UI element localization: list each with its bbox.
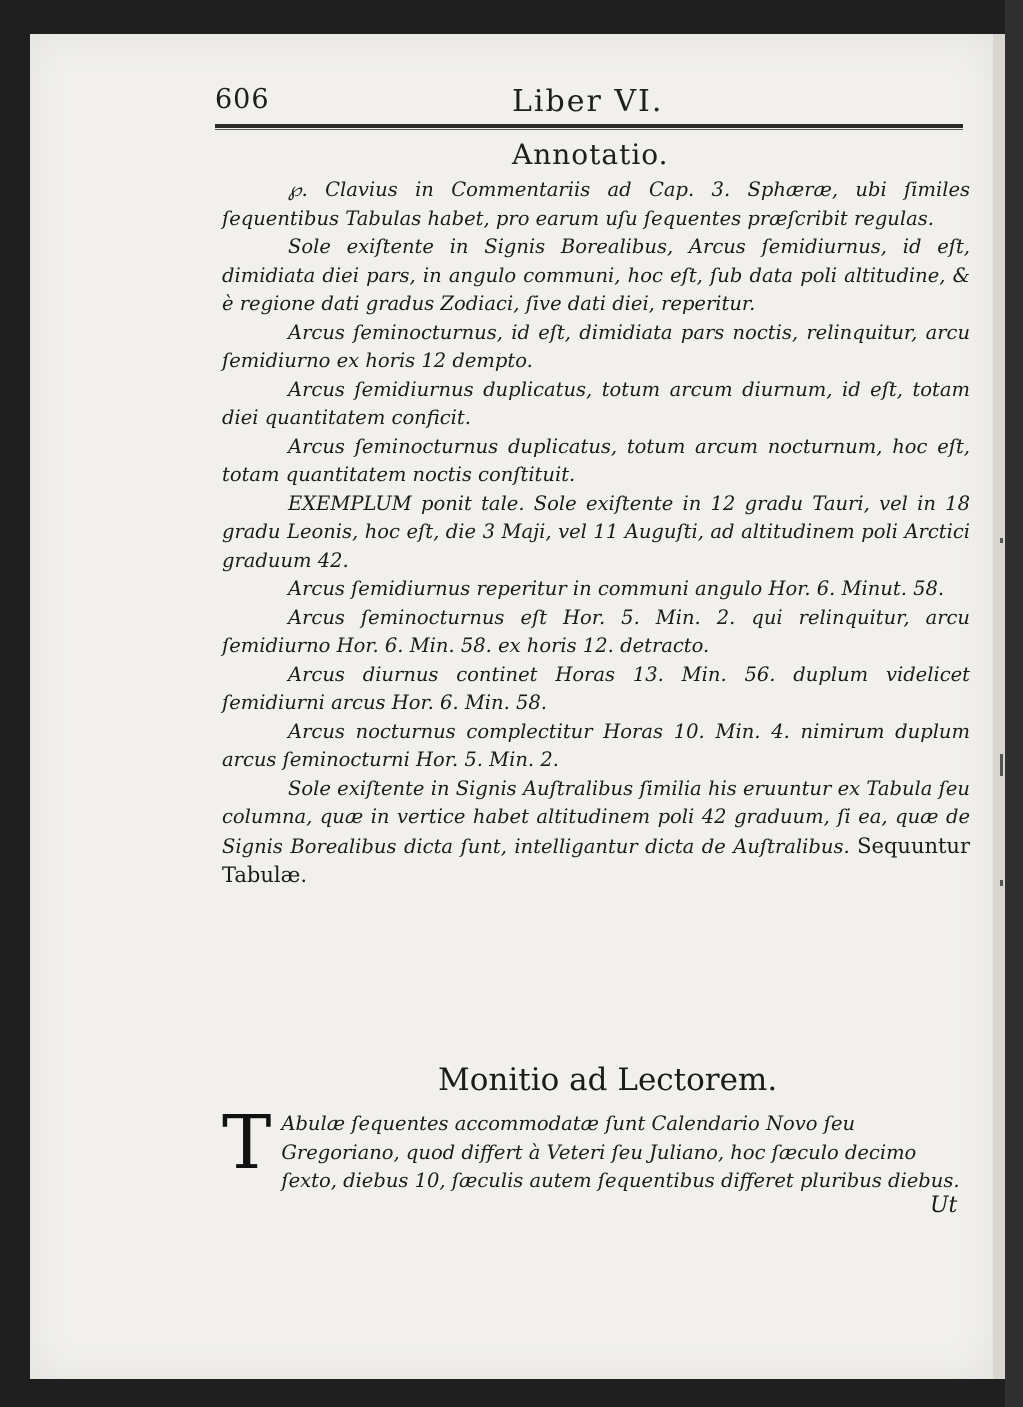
paragraph: EXEMPLUM ponit tale. Sole exiſtente in 12 gradu Tauri, vel in 18 gradu Leonis, hoc eſt, die 3 Maji, vel 11 Auguſti, ad altitudinem poli Arctici graduum 42. — [222, 491, 970, 572]
paragraph: Arcus ſeminocturnus, id eſt, dimidiata pars noctis, relinquitur, arcu ſemidiurno ex horis 12 dempto. — [222, 320, 970, 372]
paragraph: Arcus ſemidiurnus reperitur in communi angulo Hor. 6. Minut. 58. — [288, 577, 945, 600]
monitio-text: Abulæ ſequentes accommodatæ ſunt Calendario Novo ſeu Gregoriano, quod differt à Veteri ſeu Juliano, hoc ſæculo decimo ſexto, diebus 10, ſæculis autem ſequentibus differet pluribus diebus. — [281, 1112, 960, 1192]
paragraph: Arcus ſeminocturnus eſt Hor. 5. Min. 2. qui relinquitur, arcu ſemidiurno Hor. 6. Min. 58. ex horis 12. detracto. — [222, 605, 970, 657]
monitio-title: Monitio ad Lectorem. — [438, 1062, 778, 1098]
paragraph: Sole exiſtente in Signis Borealibus, Arcus ſemidiurnus, id eſt, dimidiata diei pars, in angulo communi, hoc eſt, ſub data poli altitudine, & è regione dati gradus Zodiaci, ſive dati diei, reperitur. — [222, 235, 970, 315]
paragraph-text: Sole exiſtente in Signis Auſtralibus ſimilia his eruuntur ex Tabula ſeu columna, quæ in vertice habet altitudinem poli 42 graduum, ſi ea, quæ de Signis Borealibus dicta ſunt, intelligantur dicta de Auſtralibus. — [222, 776, 970, 858]
closing-line: Sequuntur Tabulæ. — [222, 833, 970, 887]
monitio-body — [222, 1100, 970, 1196]
scan-border — [1005, 0, 1023, 1407]
page-number: 606 — [215, 84, 270, 115]
margin-mark — [1000, 880, 1003, 886]
paragraph: Arcus ſemidiurnus duplicatus, totum arcum diurnum, id eſt, totam diei quantitatem conficit. — [222, 377, 970, 429]
header-rule — [215, 124, 963, 128]
page-edge — [993, 34, 1005, 1379]
drop-cap: T — [222, 1100, 272, 1186]
paragraph: Arcus diurnus continet Horas 13. Min. 56. duplum videlicet ſemidiurni arcus Hor. 6. Min. 58. — [222, 662, 970, 714]
page-header — [215, 84, 960, 124]
annotatio-body — [222, 176, 970, 891]
running-head: Liber VI. — [512, 84, 664, 119]
paragraph: Arcus ſeminocturnus duplicatus, totum arcum nocturnum, hoc eſt, totam quantitatem noctis conſtituit. — [222, 434, 970, 486]
catchword: Ut — [930, 1193, 958, 1218]
paragraph: ℘. Clavius in Commentariis ad Cap. 3. Sphæræ, ubi ſimiles ſequentibus Tabulas habet, pro earum uſu ſequentes præſcribit regulas. — [222, 178, 970, 230]
margin-mark — [1000, 538, 1003, 543]
annotatio-title: Annotatio. — [512, 138, 669, 171]
header-rule-thin — [215, 129, 963, 130]
paragraph: Arcus nocturnus complectitur Horas 10. Min. 4. nimirum duplum arcus ſeminocturni Hor. 5. Min. 2. — [222, 719, 970, 771]
margin-mark — [1000, 754, 1003, 776]
paragraph-last — [222, 775, 970, 891]
